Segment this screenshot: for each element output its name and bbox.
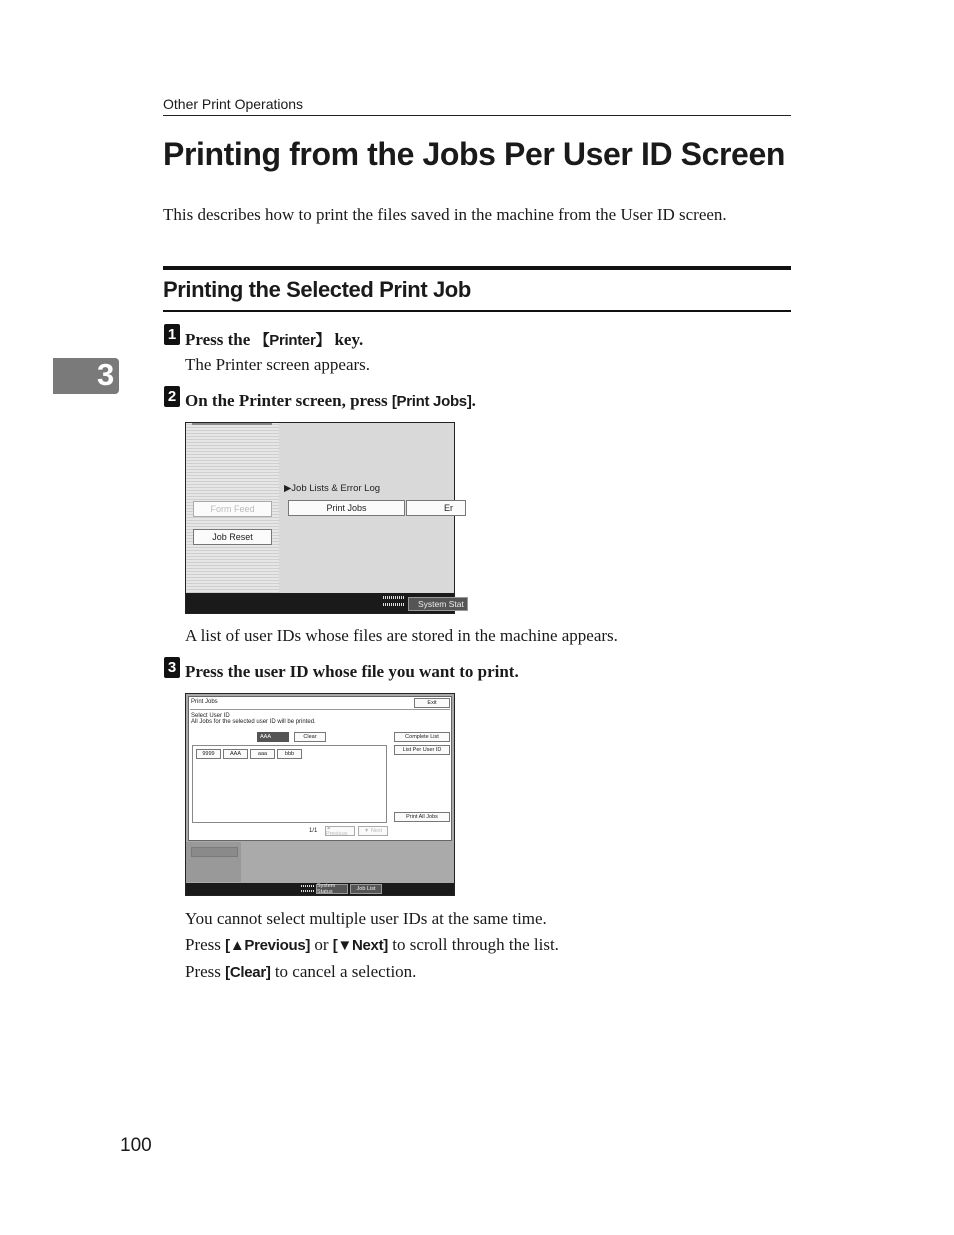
job-reset-button[interactable]: Job Reset	[193, 529, 272, 545]
step-2-badge: 2	[164, 386, 180, 407]
print-jobs-key: [Print Jobs]	[391, 393, 472, 410]
form-feed-button[interactable]: Form Feed	[193, 501, 272, 517]
page-number: 100	[120, 1135, 152, 1156]
step-2-post: .	[471, 391, 476, 410]
indicator-icon	[383, 596, 405, 599]
indicator-icon-2	[301, 890, 314, 892]
panel-top-edge	[192, 423, 272, 425]
step-1-pre: Press the	[185, 330, 255, 349]
clear-key: [Clear]	[225, 964, 271, 981]
printer-screen-screenshot	[185, 422, 464, 614]
step-1-text	[185, 329, 363, 350]
clear-button[interactable]: Clear	[294, 732, 326, 742]
user-id-button-9999[interactable]: 9999	[196, 749, 221, 759]
system-status-button[interactable]: System Stat	[408, 597, 468, 611]
list-per-user-id-button[interactable]: List Per User ID	[394, 745, 450, 755]
section-title: Printing the Selected Print Job	[163, 277, 471, 302]
section-rule-top	[163, 266, 791, 270]
job-lists-label: ▶Job Lists & Error Log	[284, 483, 381, 494]
selected-user-field[interactable]: AAA	[257, 732, 289, 742]
select-user-id-label: Select User ID	[191, 713, 230, 719]
chapter-number: 3	[97, 357, 115, 392]
note-clear-pre: Press	[185, 962, 226, 981]
step-2-pre: On the Printer screen, press	[185, 391, 392, 410]
note-scroll-post: to scroll through the list.	[387, 935, 559, 954]
next-button[interactable]: ▼ Next	[358, 826, 388, 836]
page-title: Printing from the Jobs Per User ID Screen	[163, 136, 785, 172]
note-scroll-pre: Press	[185, 935, 226, 954]
user-id-button-aaa[interactable]: aaa	[250, 749, 275, 759]
system-status-button[interactable]: System Status	[316, 884, 348, 894]
indicator-icon	[301, 885, 314, 887]
note-scroll-mid: or	[310, 935, 333, 954]
print-jobs-title: Print Jobs	[191, 699, 218, 705]
note-clear-post: to cancel a selection.	[270, 962, 417, 981]
indicator-icon-2	[383, 603, 405, 606]
previous-button[interactable]: ▲ Previous	[325, 826, 355, 836]
note-scroll	[185, 935, 559, 955]
step-3-text: Press the user ID whose file you want to print.	[185, 662, 519, 681]
next-key: [▼Next]	[332, 937, 388, 954]
complete-list-button[interactable]: Complete List	[394, 732, 450, 742]
print-all-jobs-button[interactable]: Print All Jobs	[394, 812, 450, 822]
step-1-result: The Printer screen appears.	[185, 355, 371, 374]
print-jobs-screenshot	[185, 693, 455, 896]
user-id-button-bbb[interactable]: bbb	[277, 749, 302, 759]
intro-paragraph: This describes how to print the files saved in the machine from the User ID screen.	[163, 205, 727, 224]
exit-button[interactable]: Exit	[414, 698, 450, 708]
previous-key: [▲Previous]	[225, 937, 311, 954]
printer-key: 【Printer】	[254, 332, 331, 349]
after-screen-1-text: A list of user IDs whose files are stored in the machine appears.	[185, 626, 618, 645]
user-id-button-AAA[interactable]: AAA	[223, 749, 248, 759]
job-list-button[interactable]: Job List	[350, 884, 382, 894]
step-3-badge: 3	[164, 657, 180, 678]
instruction-text: All Jobs for the selected user ID will be printed.	[191, 719, 316, 725]
section-rule-bottom	[163, 310, 791, 312]
print-jobs-button[interactable]: Print Jobs	[288, 500, 405, 516]
error-log-button[interactable]: Er	[406, 500, 466, 516]
note-multiple-ids: You cannot select multiple user IDs at the same time.	[185, 909, 547, 928]
step-1-post: key.	[330, 330, 364, 349]
step-1-badge: 1	[164, 324, 180, 345]
step-2-text	[185, 391, 476, 411]
note-clear	[185, 962, 416, 982]
bottom-left-bar	[191, 847, 238, 857]
page-indicator: 1/1	[309, 828, 318, 834]
header-rule	[163, 115, 791, 116]
running-header: Other Print Operations	[163, 96, 304, 112]
title-divider	[190, 709, 450, 710]
